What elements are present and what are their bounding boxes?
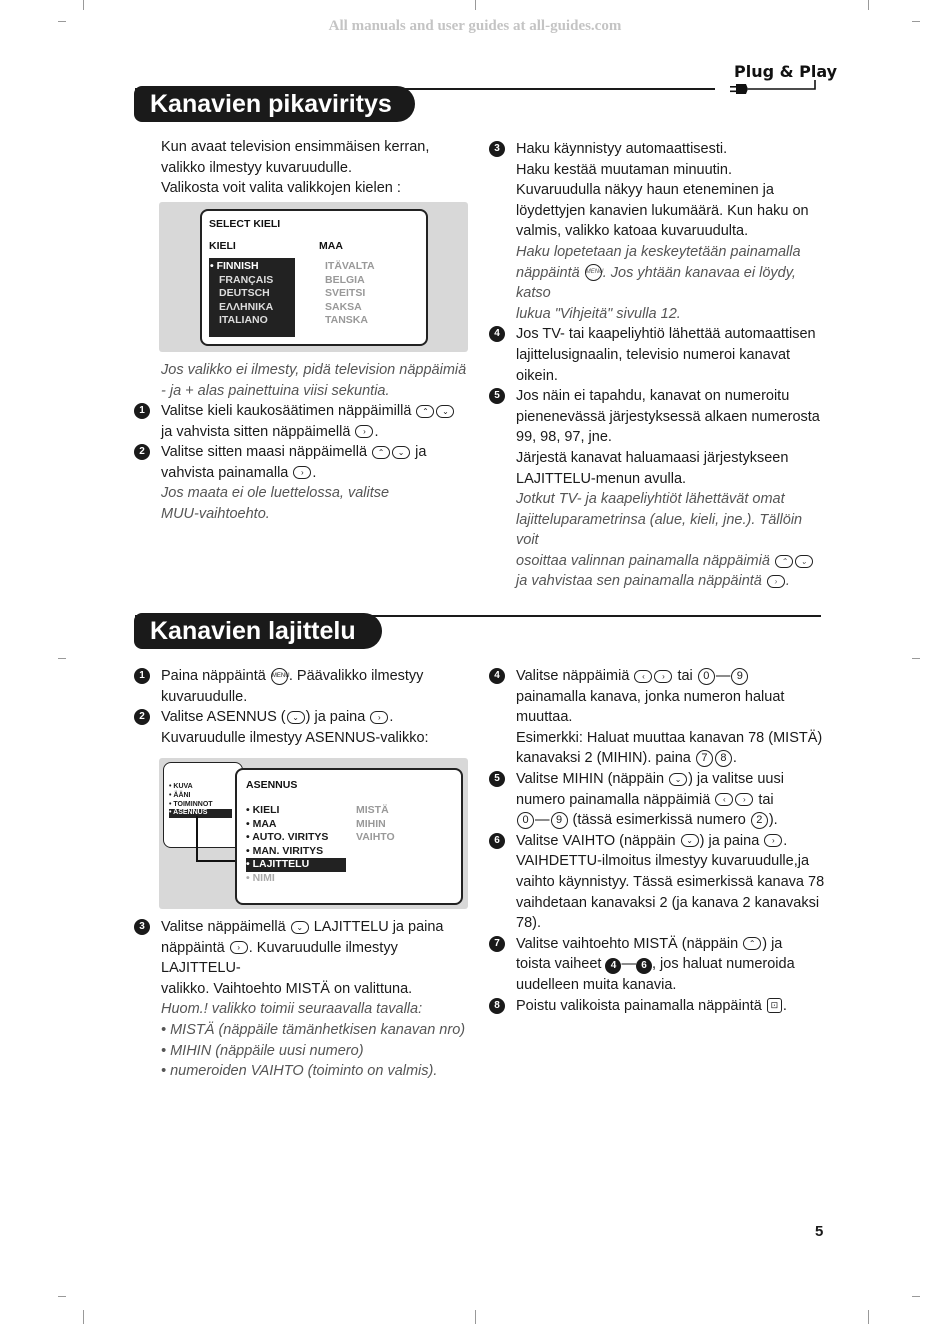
digit-7-key-icon: 7 xyxy=(696,750,713,767)
col-header-maa: MAA xyxy=(319,240,343,252)
exit-key-icon: ⊡ xyxy=(767,998,782,1013)
step-ref-icon: 6 xyxy=(636,958,652,974)
language-item: ITALIANO xyxy=(219,314,268,326)
down-key-icon: ⌄ xyxy=(436,405,454,418)
asennus-item-selected: • LAJITTELU xyxy=(246,858,346,872)
value-item: MIHIN xyxy=(356,817,386,830)
step-4: 4 Jos TV- tai kaapeliyhtiö lähettää automaattisen lajittelusignaalin, televisio numeroi kanavat oikein. xyxy=(516,324,826,386)
plug-icon xyxy=(720,80,820,96)
section-title-lajittelu: Kanavien lajittelu xyxy=(134,613,382,649)
menu-title: SELECT KIELI xyxy=(209,218,281,230)
step-number: 7 xyxy=(489,936,505,952)
crop-mark xyxy=(58,21,66,22)
asennus-item: • KIELI xyxy=(246,804,280,816)
crop-mark xyxy=(475,1310,476,1324)
steps-left-col-2 xyxy=(139,666,481,748)
crop-mark xyxy=(83,0,84,10)
menu-key-icon: MENU xyxy=(271,668,288,685)
step-number: 5 xyxy=(489,771,505,787)
digit-9-key-icon: 9 xyxy=(551,812,568,829)
steps-right-col-2 xyxy=(494,666,836,1016)
step-8: 8 Poistu valikoista painamalla näppäintä ⊡ . xyxy=(516,996,836,1017)
step-2: 2 Valitse ASENNUS ( ⌄ ) ja paina › . Kuvaruudulle ilmestyy ASENNUS-valikko: xyxy=(161,707,481,748)
main-menu-item: • ASENNUS xyxy=(169,809,232,818)
watermark: All manuals and user guides at all-guides.com xyxy=(328,18,622,34)
country-item: ITÄVALTA xyxy=(325,260,375,272)
digit-2-key-icon: 2 xyxy=(751,812,768,829)
language-item: FRANÇAIS xyxy=(219,273,274,286)
up-key-icon: ⌃ xyxy=(372,446,390,459)
main-menu-item: • KUVA xyxy=(169,783,193,790)
asennus-item-list xyxy=(246,804,346,885)
step-number: 5 xyxy=(489,388,505,404)
down-key-icon: ⌄ xyxy=(681,834,699,847)
country-item: TANSKA xyxy=(325,314,368,326)
step-number: 3 xyxy=(489,141,505,157)
asennus-item: • MAA xyxy=(246,817,277,830)
down-key-icon: ⌄ xyxy=(669,773,687,786)
up-key-icon: ⌃ xyxy=(416,405,434,418)
step-number: 3 xyxy=(134,919,150,935)
digit-0-key-icon: 0 xyxy=(517,812,534,829)
crop-mark xyxy=(58,658,66,659)
left-key-icon: ‹ xyxy=(634,670,652,683)
step-number: 2 xyxy=(134,444,150,460)
down-key-icon: ⌄ xyxy=(287,711,305,724)
page-number: 5 xyxy=(815,1223,824,1240)
right-key-icon: › xyxy=(654,670,672,683)
main-menu-list xyxy=(169,783,232,818)
value-item: MISTÄ xyxy=(356,804,389,816)
tv-screen xyxy=(235,768,463,905)
step-4: 4 Valitse näppäimiä ‹ › tai 0 — 9 painamalla kanava, jonka numeron haluat muuttaa. Esimerkki: Haluat muuttaa kanavan 78 (MISTÄ) kanavaksi 2 (MIHIN). paina 7 8 . xyxy=(516,666,836,769)
language-item: • FINNISH xyxy=(210,260,259,272)
steps-left-col xyxy=(139,401,481,525)
language-item: DEUTSCH xyxy=(219,287,270,299)
step-7: 7 Valitse vaihtoehto MISTÄ (näppäin ⌃ ) ja toista vaiheet 4 — 6 , jos haluat numeroida uudelleen muita kanavia. xyxy=(516,934,836,996)
lajittelu-values xyxy=(356,804,395,845)
asennus-menu-illustration xyxy=(159,758,468,909)
crop-mark xyxy=(912,1296,920,1297)
step-number: 8 xyxy=(489,998,505,1014)
step-1: 1 Paina näppäintä MENU. Päävalikko ilmestyy kuvaruudulle. xyxy=(161,666,481,707)
left-key-icon: ‹ xyxy=(715,793,733,806)
step-ref-icon: 4 xyxy=(605,958,621,974)
up-key-icon: ⌃ xyxy=(743,937,761,950)
country-list xyxy=(325,260,375,328)
digit-8-key-icon: 8 xyxy=(715,750,732,767)
country-item: BELGIA xyxy=(325,273,365,286)
right-key-icon: › xyxy=(767,575,785,588)
country-item: SVEITSI xyxy=(325,287,366,299)
asennus-item: • MAN. VIRITYS xyxy=(246,844,324,857)
crop-mark xyxy=(58,1296,66,1297)
crop-mark xyxy=(868,1310,869,1324)
step-number: 4 xyxy=(489,668,505,684)
col-header-kieli: KIELI xyxy=(209,240,236,252)
language-item: ΕΛΛΗΝΙΚΑ xyxy=(219,300,274,313)
right-key-icon: › xyxy=(370,711,388,724)
plug-and-play-logo: Plug & Play xyxy=(734,62,838,81)
section-title-pikaviritys: Kanavien pikaviritys xyxy=(134,86,415,122)
main-menu-item: • ÄÄNI xyxy=(169,791,191,799)
crop-mark xyxy=(868,0,869,10)
step-1: 1 Valitse kieli kaukosäätimen näppäimillä ⌃ ⌄ ja vahvista sitten näppäimellä › . xyxy=(161,401,481,442)
step-number: 2 xyxy=(134,709,150,725)
step-3: 3 Valitse näppäimellä ⌄ LAJITTELU ja paina näppäintä › . Kuvaruudulle ilmestyy LAJITTELU- valikko. Vaihtoehto MISTÄ on valittuna. Huom.! valikko toimii seuraavalla tavalla: • MISTÄ (näppäile tämänhetkisen kanavan nro) • MIHIN (näppäile uusi numero) • numeroiden VAIHTO (toiminto on valmis). xyxy=(161,917,481,1082)
right-key-icon: › xyxy=(293,466,311,479)
asennus-item: • NIMI xyxy=(246,871,275,884)
menu-title: ASENNUS xyxy=(246,779,298,791)
step-number: 6 xyxy=(489,833,505,849)
country-item: SAKSA xyxy=(325,300,362,313)
down-key-icon: ⌄ xyxy=(392,446,410,459)
crop-mark xyxy=(912,21,920,22)
right-key-icon: › xyxy=(230,941,248,954)
language-menu-illustration xyxy=(159,202,468,352)
asennus-item: • AUTO. VIRITYS xyxy=(246,831,329,843)
menu-key-icon: MENU xyxy=(585,264,602,281)
language-list xyxy=(210,260,273,328)
step-number: 1 xyxy=(134,403,150,419)
crop-mark xyxy=(475,0,476,10)
right-key-icon: › xyxy=(764,834,782,847)
step-number: 1 xyxy=(134,668,150,684)
tv-screen xyxy=(200,209,428,346)
step-6: 6 Valitse VAIHTO (näppäin ⌄ ) ja paina › . VAIHDETTU-ilmoitus ilmestyy kuvaruudulle,ja vaihto käynnistyy. Tässä esimerkissä kanava 78 vaihdetaan kanavaksi 2 (ja kanava 2 kanavaksi 78). xyxy=(516,831,836,934)
crop-mark xyxy=(912,658,920,659)
step-5: 5 Valitse MIHIN (näppäin ⌄ ) ja valitse uusi numero painamalla näppäimiä ‹ › tai 0 — 9 (tässä esimerkissä numero 2 ). xyxy=(516,769,836,831)
crop-mark xyxy=(83,1310,84,1324)
steps-right-col xyxy=(494,139,826,592)
step-3-block xyxy=(139,917,481,1082)
down-key-icon: ⌄ xyxy=(291,921,309,934)
value-item: VAIHTO xyxy=(356,831,395,843)
right-key-icon: › xyxy=(355,425,373,438)
digit-0-key-icon: 0 xyxy=(698,668,715,685)
menu-note: Jos valikko ei ilmesty, pidä television näppäimiä - ja + alas painettuina viisi sekuntia. xyxy=(161,362,467,399)
intro-text: Kun avaat television ensimmäisen kerran, valikko ilmestyy kuvaruudulle. Valikosta voit valita valikkojen kielen : xyxy=(161,139,430,197)
step-5: 5 Jos näin ei tapahdu, kanavat on numeroitu pienenevässä järjestyksessä alkaen numerosta 99, 98, 97, jne. Järjestä kanavat haluamaasi järjestykseen LAJITTELU-menun avulla. Jotkut TV- ja kaapeliyhtiöt lähettävät omat lajitteluparametrinsa (alue, kieli, jne.). Tällöin voit osoittaa valinnan painamalla näppäimiä ⌃ ⌄ ja vahvistaa sen painamalla näppäintä › . xyxy=(516,386,826,592)
step-number: 4 xyxy=(489,326,505,342)
step-3: 3 Haku käynnistyy automaattisesti. Haku kestää muutaman minuutin. Kuvaruudulla näkyy haun eteneminen ja löydettyjen kanavien lukumäärä. Kun haku on valmis, valikko katoaa kuvaruudulta. Haku lopetetaan ja keskeytetään painamalla näppäintä MENU. Jos yhtään kanavaa ei löydy, katso lukua "Vihjeitä" sivulla 12. xyxy=(516,139,826,324)
main-menu-item: • TOIMINNOT xyxy=(169,800,213,808)
down-key-icon: ⌄ xyxy=(795,555,813,568)
step-2: 2 Valitse sitten maasi näppäimellä ⌃ ⌄ ja vahvista painamalla › . Jos maata ei ole luettelossa, valitse MUU-vaihtoehto. xyxy=(161,442,481,524)
digit-9-key-icon: 9 xyxy=(731,668,748,685)
up-key-icon: ⌃ xyxy=(775,555,793,568)
right-key-icon: › xyxy=(735,793,753,806)
